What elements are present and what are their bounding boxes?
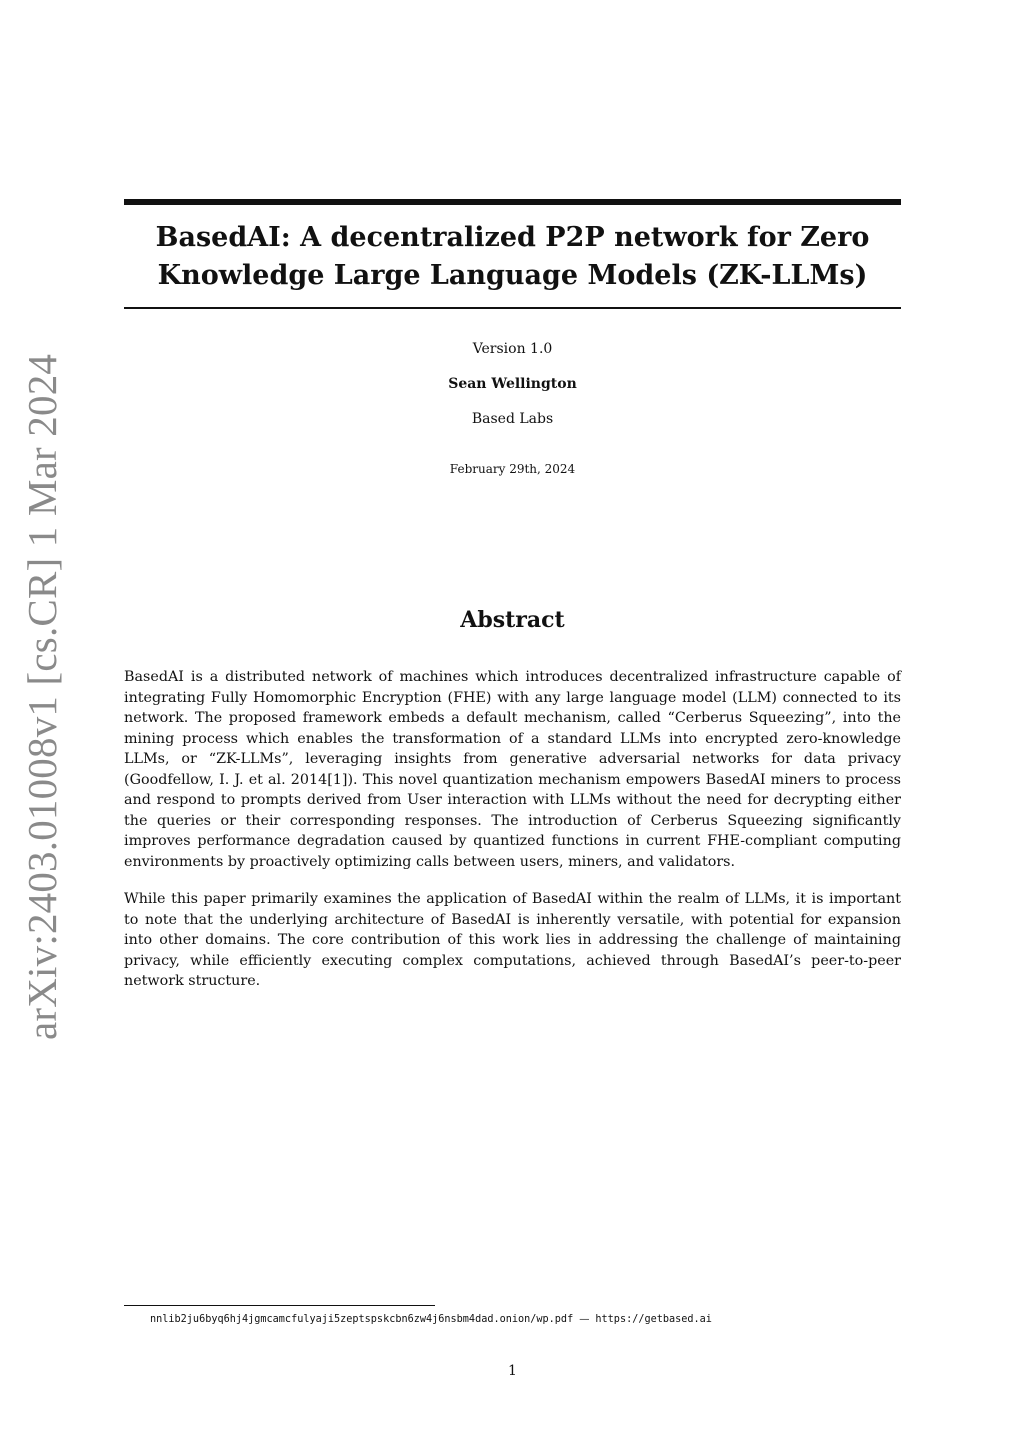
abstract-heading: Abstract bbox=[460, 607, 565, 633]
publication-date: February 29th, 2024 bbox=[449, 462, 576, 476]
footnote-web-link[interactable]: https://getbased.ai bbox=[595, 1314, 712, 1325]
title-bottom-rule bbox=[124, 307, 901, 309]
abstract-body bbox=[124, 667, 901, 1009]
paper-title: BasedAI: A decentralized P2P network for Zero Knowledge Large Language Models (ZK-LLMs) bbox=[155, 222, 870, 291]
footnote bbox=[150, 1312, 712, 1328]
arxiv-identifier-stamp: arXiv:2403.01008v1 [cs.CR] 1 Mar 2024 bbox=[19, 353, 65, 1040]
author-name: Sean Wellington bbox=[448, 376, 577, 392]
footnote-separator: — bbox=[579, 1314, 590, 1325]
author-affiliation: Based Labs bbox=[471, 411, 554, 427]
footnote-onion-link[interactable]: nnlib2ju6byq6hj4jgmcamcfulyaji5zeptspskcbn6zw4j6nsbm4dad.onion/wp.pdf bbox=[150, 1314, 574, 1325]
page-number: 1 bbox=[508, 1363, 517, 1379]
abstract-paragraph: BasedAI is a distributed network of machines which introduces decentralized infrastructure capable of integrating Fully Homomorphic Encryption (FHE) with any large language model (LLM) connected to its network. The proposed framework embeds a default mechanism, called “Cerberus Squeezing”, into the mining process which enables the transformation of a standard LLMs into encrypted zero-knowledge LLMs, or “ZK-LLMs”, leveraging insights from generative adversarial networks for data privacy (Goodfellow, I. J. et al. 2014[1]). This novel quantization mechanism empowers BasedAI miners to process and respond to prompts derived from User interaction with LLMs without the need for decrypting either the queries or their corresponding responses. The introduction of Cerberus Squeezing significantly improves performance degradation caused by quantized functions in current FHE-compliant computing environments by proactively optimizing calls between users, miners, and validators. bbox=[124, 669, 901, 870]
version-label: Version 1.0 bbox=[472, 341, 553, 357]
footnote-rule bbox=[124, 1305, 435, 1306]
title-top-rule bbox=[124, 199, 901, 205]
abstract-paragraph: While this paper primarily examines the application of BasedAI within the realm of LLMs, it is important to note that the underlying architecture of BasedAI is inherently versatile, with potential for expansion into other domains. The core contribution of this work lies in addressing the challenge of maintaining privacy, while efficiently executing complex computations, achieved through BasedAI’s peer-to-peer network structure. bbox=[124, 891, 901, 989]
